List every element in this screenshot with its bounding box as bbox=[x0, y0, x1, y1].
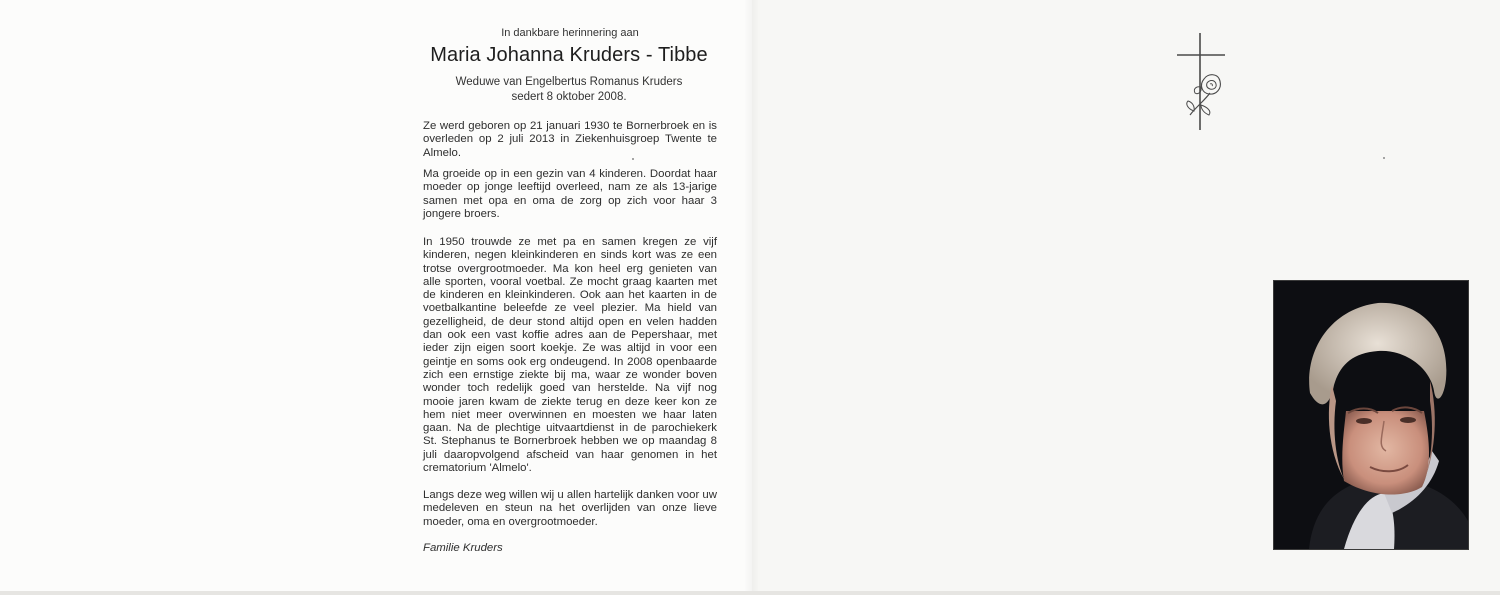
paper-speck bbox=[1383, 157, 1385, 159]
cross-with-rose-icon bbox=[1174, 31, 1230, 135]
widow-date-line: sedert 8 oktober 2008. bbox=[511, 91, 627, 103]
family-signature: Familie Kruders bbox=[423, 542, 503, 554]
paragraph-childhood: Ma groeide op in een gezin van 4 kinderen. Doordat haar moeder op jonge leeftijd overleed, nam ze als 13-jarige samen met opa en oma de zorg op zich voor haar 3 jongere broers. bbox=[423, 168, 717, 220]
paragraph-birth-death: Ze werd geboren op 21 januari 1930 te Bornerbroek en is overleden op 2 juli 2013 in Ziekenhuisgroep Twente te Almelo. bbox=[423, 120, 717, 159]
deceased-name: Maria Johanna Kruders - Tibbe bbox=[430, 44, 708, 66]
intro-line: In dankbare herinnering aan bbox=[501, 27, 639, 39]
portrait-image bbox=[1274, 281, 1468, 549]
card-bottom-edge bbox=[0, 591, 1500, 595]
card-fold bbox=[744, 0, 760, 595]
widow-line: Weduwe van Engelbertus Romanus Kruders bbox=[455, 76, 683, 88]
paper-speck bbox=[632, 158, 634, 160]
paragraph-life-story: In 1950 trouwde ze met pa en samen kregen ze vijf kinderen, negen kleinkinderen en sinds kort was ze een trotse overgrootmoeder. Ma kon heel erg genieten van alle sporten, vooral voetbal. Ze mocht graag kaarten met de kinderen en kleinkinderen. Ook aan het kaarten in de voetbalkantine beleefde ze veel plezier. Ma hield van gezelligheid, de deur stond altijd open en velen hadden dan ook een vast koffie adres aan de Pepershaar, met ieder zijn eigen soort koekje. Ze was altijd in voor een geintje en soms ook erg ondeugend. In 2008 openbaarde zich een ernstige ziekte bij ma, waar ze wonder boven wonder toch redelijk goed van herstelde. Na vijf nog mooie jaren kwam de ziekte terug en deze keer kon ze hem niet meer overwinnen en moesten we haar laten gaan. Na de plechtige uitvaartdienst in de parochiekerk St. Stephanus te Bornerbroek hebben we op maandag 8 juli daaropvolgend afscheid van haar genomen in het crematorium 'Almelo'. bbox=[423, 236, 717, 475]
paragraph-thanks: Langs deze weg willen wij u allen hartelijk danken voor uw medeleven en steun na het overlijden van onze lieve moeder, oma en overgrootmoeder. bbox=[423, 489, 717, 528]
portrait-photo bbox=[1273, 280, 1469, 550]
